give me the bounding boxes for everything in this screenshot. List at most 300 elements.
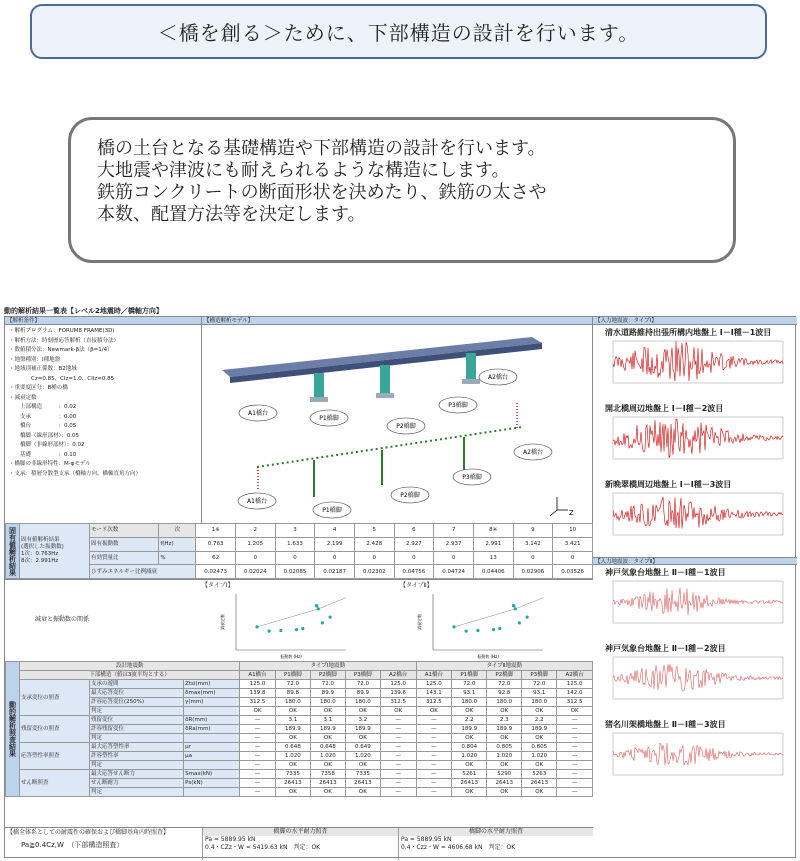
design-value: 26413: [452, 779, 487, 788]
scatter-type2-label: 【タイプⅡ】: [400, 582, 433, 589]
design-value: —: [557, 734, 593, 743]
mode-cell: 3.142: [513, 537, 553, 551]
design-value: OK: [310, 761, 345, 770]
design-item-label: せん断耐力: [90, 779, 184, 788]
mode-row: [6, 537, 593, 551]
data-point: [498, 627, 501, 630]
design-value: 7335: [345, 770, 380, 779]
design-value: OK: [452, 761, 487, 770]
mode-cell: 0.04406: [473, 565, 513, 579]
mode-side-label: 固有値解析結果: [6, 524, 20, 579]
design-value: —: [557, 752, 593, 761]
design-unit: Smax(kN): [184, 770, 240, 779]
bottom-type1-title: 橋脚の水平耐力照査: [203, 828, 398, 836]
mode-cell: 2.199: [315, 537, 355, 551]
design-value: 3.1: [275, 716, 310, 725]
mode-cell: 1.205: [235, 537, 275, 551]
design-value: 26413: [487, 779, 522, 788]
wave-plot: [601, 577, 791, 631]
mode-cell: 0.02302: [354, 565, 394, 579]
wave-plot: [601, 337, 791, 391]
headline: ＜橋を創る＞ために、下部構造の設計を行います。: [157, 21, 640, 45]
conditions-panel: [5, 317, 202, 523]
design-type1-header: タイプⅠ地震動: [240, 662, 416, 671]
design-unit: γ(mm): [184, 698, 240, 707]
mode-header-cell: 7: [434, 524, 474, 538]
scatter-y-label: 減衰定数: [220, 614, 225, 630]
design-value: 26413: [522, 779, 557, 788]
scatter-type1-label: 【タイプⅠ】: [202, 582, 234, 589]
design-value: —: [557, 779, 593, 788]
design-value: 3.2: [345, 716, 380, 725]
design-col-header: A2橋台: [380, 671, 416, 680]
design-col-header: P3橋脚: [522, 671, 557, 680]
design-value: —: [380, 725, 416, 734]
design-value: 72.0: [487, 680, 522, 689]
data-point: [295, 628, 298, 631]
design-row: [6, 770, 593, 779]
design-value: 0.648: [310, 743, 345, 752]
mode-cell: 2.428: [354, 537, 394, 551]
mode-cell: ひずみエネルギー比例減衰: [90, 565, 196, 579]
wave-plot: [601, 729, 791, 783]
design-item-label: 最大応答塑性率: [90, 743, 184, 752]
mode-header-cell: 9: [513, 524, 553, 538]
conditions-list: [5, 325, 201, 481]
bottom-type1: [202, 828, 398, 860]
mode-header-cell: 10: [553, 524, 593, 538]
mode-table: [5, 523, 593, 579]
design-unit: Ps(kN): [184, 779, 240, 788]
design-value: 1.020: [345, 752, 380, 761]
svg-text:A1橋台: A1橋台: [247, 498, 267, 505]
design-unit: μa: [184, 752, 240, 761]
mode-cell: 13: [473, 551, 513, 565]
svg-text:P3橋脚: P3橋脚: [448, 402, 468, 409]
design-row: [6, 698, 593, 707]
mode-cell: 62: [196, 551, 236, 565]
design-value: 142.0: [557, 689, 593, 698]
wave-panel: [593, 401, 797, 477]
data-point: [255, 625, 258, 628]
mode-cell: 0.02187: [315, 565, 355, 579]
design-value: OK: [240, 707, 276, 716]
wave-panel: [593, 477, 797, 553]
design-value: —: [557, 716, 593, 725]
design-value: 7335: [275, 770, 310, 779]
wave-trace: [613, 419, 783, 458]
mode-cell: 有効質量比: [90, 551, 159, 565]
mode-cell: 0: [275, 551, 315, 565]
design-value: 180.0: [345, 698, 380, 707]
design-row: [6, 707, 593, 716]
mode-cell: 0.03526: [553, 565, 593, 579]
design-unit: δRa(mm): [184, 725, 240, 734]
condition-line: ・地域別補正係数：B2地域: [9, 366, 77, 372]
scatter-x-label: 振動数 (Hz): [280, 654, 302, 659]
design-unit: δR(mm): [184, 716, 240, 725]
svg-text:Z: Z: [569, 509, 574, 517]
label-p3-lower: [453, 469, 491, 485]
wave-plot: [601, 413, 791, 467]
design-item-label: 判定: [90, 707, 184, 716]
bottom-type1-pa: Pa = 5889.95 kN: [205, 836, 256, 843]
design-row: [6, 761, 593, 770]
design-value: 1.020: [310, 752, 345, 761]
design-value: OK: [345, 788, 380, 797]
design-value: —: [240, 716, 276, 725]
design-unit: [184, 788, 240, 797]
design-value: 3.1: [310, 716, 345, 725]
mode-cell: 3.421: [553, 537, 593, 551]
footing-p1: [310, 397, 328, 402]
design-col-header: P1橋脚: [452, 671, 487, 680]
design-item-label: 最大応答変位: [90, 689, 184, 698]
wave-panel: [593, 641, 797, 717]
design-item-label: 判定: [90, 788, 184, 797]
mode-row: [6, 565, 593, 579]
design-value: —: [380, 788, 416, 797]
label-a2-upper: [479, 369, 517, 385]
design-value: OK: [487, 707, 522, 716]
design-item-label: 判定: [90, 734, 184, 743]
design-value: —: [240, 752, 276, 761]
design-unit: δmax(mm): [184, 689, 240, 698]
svg-text:P1橋脚: P1橋脚: [319, 415, 339, 422]
design-value: OK: [452, 734, 487, 743]
mode-cell: 0: [553, 551, 593, 565]
rayleigh-line: [318, 598, 346, 609]
design-value: —: [557, 788, 593, 797]
design-value: 125.0: [557, 680, 593, 689]
design-value: OK: [345, 707, 380, 716]
bottom-type2-check: 0.4・Czz・W = 4606.68 kN 判定：OK: [401, 844, 516, 851]
description-line: 大地震や津波にも耐えられるような構造にします。: [97, 160, 510, 181]
design-value: —: [416, 716, 452, 725]
design-value: —: [240, 788, 276, 797]
data-point: [518, 621, 521, 624]
wave-title: 猪名川架橋地盤上 Ⅱ－Ⅰ種－3波目: [605, 720, 726, 729]
design-value: 1.020: [452, 752, 487, 761]
bottom-type2-title: 橋脚の水平耐力照査: [399, 828, 593, 836]
design-value: —: [380, 716, 416, 725]
design-value: —: [416, 752, 452, 761]
wave-title: 神戸気象台地盤上 Ⅱ－Ⅰ種－2波目: [605, 644, 726, 653]
design-item-label: 許容残留変位: [90, 725, 184, 734]
description-line: 鉄筋コンクリートの断面形状を決めたり、鉄筋の太さや: [97, 182, 547, 203]
data-point: [315, 604, 318, 607]
design-row: [6, 725, 593, 734]
design-value: —: [557, 761, 593, 770]
design-value: —: [380, 743, 416, 752]
mode-cell: 0: [315, 551, 355, 565]
design-row: [6, 734, 593, 743]
label-p1-lower: [313, 502, 351, 518]
svg-text:A1橋台: A1橋台: [248, 410, 268, 417]
design-value: —: [380, 770, 416, 779]
design-item-label: 残留変位: [90, 716, 184, 725]
wave-plot: [601, 489, 791, 543]
design-value: —: [557, 725, 593, 734]
svg-text:A2橋台: A2橋台: [488, 374, 508, 381]
design-check-section: [5, 661, 593, 797]
design-value: 189.9: [310, 725, 345, 734]
mode-cell: 0.02024: [235, 565, 275, 579]
wave-trace: [613, 497, 783, 529]
design-value: 2.2: [452, 716, 487, 725]
data-point: [452, 625, 455, 628]
design-item-label: 判定: [90, 761, 184, 770]
mode-header-cell: 6: [394, 524, 434, 538]
mode-left-info: 固有値解析結果 (選択した振動数) 1次：0.763Hz 8次：2.991Hz: [20, 524, 90, 579]
wave-panel: [593, 565, 797, 641]
data-point: [268, 630, 271, 633]
condition-line: ・重要度区分：B種の橋: [9, 385, 68, 391]
condition-line: ・解析方法：時刻歴応答解析（直接積分法）: [9, 337, 120, 344]
design-value: 143.1: [416, 689, 452, 698]
mode-section: [5, 523, 593, 579]
mode-cell: 0.02473: [196, 565, 236, 579]
design-value: 5290: [487, 770, 522, 779]
design-col-header: P3橋脚: [345, 671, 380, 680]
analysis-sheet: [4, 316, 796, 858]
mode-cell: 2.991: [473, 537, 513, 551]
design-col-header: P1橋脚: [275, 671, 310, 680]
design-value: 0.649: [345, 743, 380, 752]
scatter-y-label: 減衰定数: [417, 614, 422, 630]
design-value: —: [557, 770, 593, 779]
design-col-header: A1橋台: [240, 671, 276, 680]
design-value: —: [240, 761, 276, 770]
design-value: 72.0: [275, 680, 310, 689]
mode-header-cell: 次: [159, 524, 196, 538]
condition-line: ・解析プログラム：FORUM8 FRAME(3D): [9, 328, 115, 334]
design-value: OK: [310, 734, 345, 743]
condition-line: 橋台 ：0.05: [9, 423, 77, 429]
design-value: 312.5: [416, 698, 452, 707]
design-value: 5261: [452, 770, 487, 779]
data-point: [492, 628, 495, 631]
rayleigh-line: [454, 609, 515, 627]
headline-box: [30, 4, 767, 59]
design-value: —: [416, 761, 452, 770]
wave-title: 開北橋周辺地盤上 Ⅰ－Ⅰ種－2波目: [605, 404, 724, 413]
mode-header-cell: 1※: [196, 524, 236, 538]
wave-title: 神戸気象台地盤上 Ⅱ－Ⅰ種－1波目: [605, 568, 726, 577]
data-point: [329, 616, 332, 619]
design-value: OK: [557, 707, 593, 716]
design-item-label: 最大応答せん断力: [90, 770, 184, 779]
svg-text:P1橋脚: P1橋脚: [322, 507, 342, 514]
design-value: —: [240, 734, 276, 743]
mode-header-cell: 8※: [473, 524, 513, 538]
design-value: 180.0: [452, 698, 487, 707]
data-point: [465, 630, 468, 633]
condition-line: 基礎 ：0.10: [9, 451, 77, 458]
design-value: OK: [522, 761, 557, 770]
label-a2-lower: [514, 444, 552, 460]
mode-cell: 0.04756: [394, 565, 434, 579]
design-title: 設計地震動: [20, 662, 240, 671]
label-p2-upper: [387, 418, 425, 434]
structure-model-diagram: [202, 325, 591, 521]
condition-line: ・数値積分法：Newmark-β法（β=1/4）: [9, 347, 113, 353]
mode-cell: 0.02906: [513, 565, 553, 579]
frame-girder: [257, 427, 522, 467]
label-p2-lower: [391, 487, 429, 503]
wave-plot: [601, 653, 791, 707]
type2-header: 【入力地震波：タイプⅡ】: [593, 557, 797, 565]
design-value: —: [240, 779, 276, 788]
design-value: 0.648: [275, 743, 310, 752]
condition-line: 橋脚（非線形部材）：0.02: [9, 442, 85, 448]
design-value: 93.1: [522, 689, 557, 698]
design-value: 189.9: [487, 725, 522, 734]
design-value: —: [240, 725, 276, 734]
design-value: OK: [275, 734, 310, 743]
footing-p3: [462, 379, 480, 384]
mode-cell: 0: [235, 551, 275, 565]
design-value: 0.805: [522, 743, 557, 752]
design-value: 1.020: [487, 752, 522, 761]
design-value: 189.9: [522, 725, 557, 734]
design-value: OK: [416, 707, 452, 716]
data-point: [317, 607, 320, 610]
design-value: OK: [345, 761, 380, 770]
condition-line: ・橋脚の非線形特性：M-φモデル: [9, 461, 91, 467]
design-value: —: [240, 743, 276, 752]
data-point: [321, 621, 324, 624]
wave-axes: [613, 657, 783, 699]
wave-panel: [593, 325, 797, 401]
mode-header-cell: 3: [275, 524, 315, 538]
design-row: [6, 779, 593, 788]
axis-triad: [550, 497, 574, 517]
design-value: 139.8: [240, 689, 276, 698]
wave-title: 清水道路維持出張所構内地盤上 Ⅰ－Ⅰ種－1波目: [605, 328, 772, 337]
design-value: 180.0: [487, 698, 522, 707]
design-value: —: [416, 770, 452, 779]
data-point: [512, 604, 515, 607]
design-unit: Ztsi(mm): [184, 680, 240, 689]
design-value: 125.0: [416, 680, 452, 689]
design-col-header: A1橋台: [416, 671, 452, 680]
design-value: 89.9: [310, 689, 345, 698]
design-row: [6, 743, 593, 752]
design-value: 312.5: [240, 698, 276, 707]
pier-p2: [380, 365, 390, 395]
design-value: 93.1: [452, 689, 487, 698]
design-value: 72.0: [310, 680, 345, 689]
label-a1-upper: [239, 405, 277, 421]
rayleigh-line: [257, 609, 318, 627]
bottom-type1-check: 0.4・CZz・W = 5419.63 kN 判定：OK: [205, 844, 321, 851]
design-value: 72.0: [522, 680, 557, 689]
mode-cell: 2.937: [434, 537, 474, 551]
design-value: OK: [275, 788, 310, 797]
condition-line: ・減衰定数: [9, 394, 37, 401]
design-item-label: 許容応答変位(250%): [90, 698, 184, 707]
design-value: 72.0: [345, 680, 380, 689]
scatter-plot-type1: [220, 588, 350, 660]
data-point: [514, 607, 517, 610]
condition-line: 支承 ：0.00: [9, 413, 77, 420]
data-point: [526, 616, 529, 619]
design-value: 5263: [522, 770, 557, 779]
rayleigh-line: [515, 598, 543, 609]
design-unit: [184, 761, 240, 770]
design-value: 180.0: [522, 698, 557, 707]
design-row: [6, 716, 593, 725]
mode-cell: 0.04724: [434, 565, 474, 579]
label-a1-lower: [238, 493, 276, 509]
design-value: 312.5: [557, 698, 593, 707]
wave-trace: [613, 341, 783, 381]
wave-trace: [613, 588, 783, 616]
conditions-header: 【解析条件】: [5, 317, 201, 325]
mode-cell: 固有振動数: [90, 537, 159, 551]
condition-line: 上部構造 ：0.02: [9, 404, 77, 410]
condition-line: ・支承：積層分散型支承（橋軸方向、橋軸直角方向）: [9, 470, 142, 477]
design-group-label: 支承変位の照査: [20, 680, 90, 716]
design-value: —: [416, 734, 452, 743]
scatter-label: 減衰と振動数の関係: [35, 616, 90, 623]
mode-cell: 0: [354, 551, 394, 565]
design-row: [6, 752, 593, 761]
condition-line: Cz=0.85、CIz=1.0、CIIz=0.85: [9, 375, 115, 382]
design-value: 92.8: [487, 689, 522, 698]
design-value: —: [380, 734, 416, 743]
data-point: [476, 629, 479, 632]
design-item-label: 支承の遊間: [90, 680, 184, 689]
mode-header-cell: モード次数: [90, 524, 159, 538]
mode-cell: 1.633: [275, 537, 315, 551]
pier-p3: [466, 353, 476, 381]
design-col-header: A2橋台: [557, 671, 593, 680]
scatter-plot-type2: [417, 588, 547, 660]
design-value: 7358: [310, 770, 345, 779]
design-value: —: [416, 725, 452, 734]
design-value: 1.020: [522, 752, 557, 761]
sheet-title: 動的解析結果一覧表【レベル2地震時／橋軸方向】: [4, 307, 163, 315]
design-group-label: 応答塑性率照査: [20, 743, 90, 770]
design-value: 125.0: [240, 680, 276, 689]
design-value: OK: [452, 707, 487, 716]
label-p1-upper: [310, 410, 348, 426]
mode-cell: 0.02085: [275, 565, 315, 579]
mode-header-cell: 2: [235, 524, 275, 538]
design-value: 189.9: [345, 725, 380, 734]
design-value: —: [380, 779, 416, 788]
design-value: 189.9: [275, 725, 310, 734]
design-value: 72.0: [452, 680, 487, 689]
design-check-table: [5, 661, 593, 797]
mode-cell: 0: [394, 551, 434, 565]
wave-title: 新晩翠橋周辺地盤上 Ⅰ－Ⅰ種－3波目: [605, 480, 732, 489]
design-value: OK: [345, 734, 380, 743]
design-value: —: [240, 770, 276, 779]
design-value: 26413: [345, 779, 380, 788]
design-value: 2.2: [522, 716, 557, 725]
design-value: —: [380, 761, 416, 770]
wave-panel: [593, 717, 797, 793]
model-header: 【構造解析モデル】: [202, 317, 592, 325]
design-value: 0.805: [487, 743, 522, 752]
design-value: OK: [380, 707, 416, 716]
mode-cell: f(Hz): [159, 537, 196, 551]
footing-p2: [376, 393, 394, 398]
mode-cell: 0: [513, 551, 553, 565]
